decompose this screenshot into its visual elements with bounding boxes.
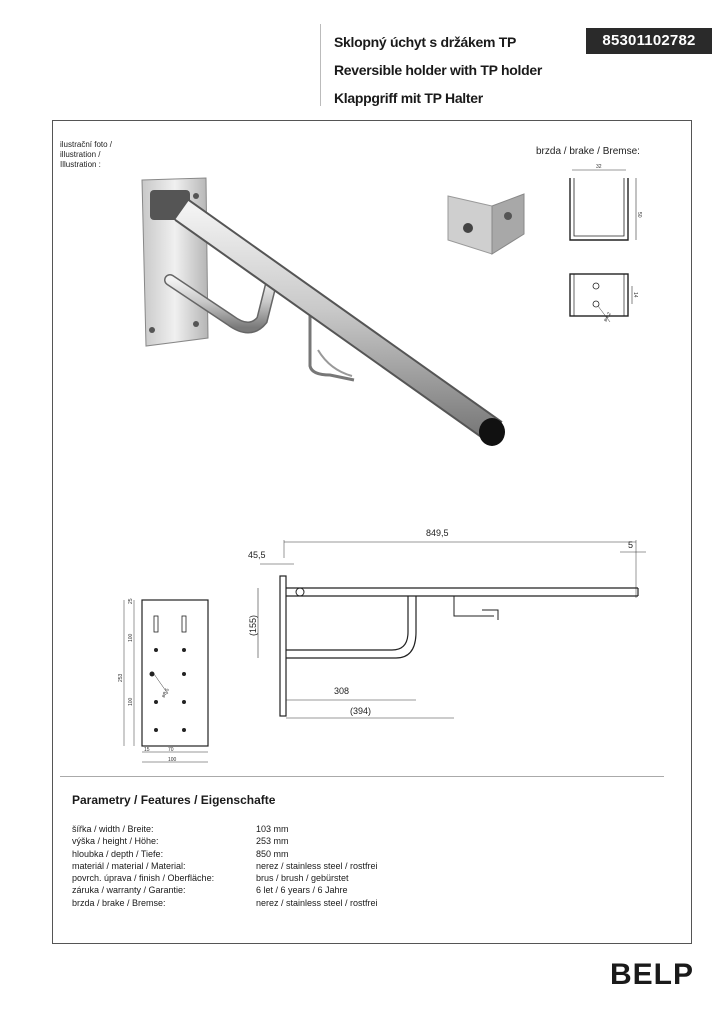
plate-total-dim: 253	[118, 673, 124, 682]
plate-hole-dim: ø8,5	[160, 687, 171, 699]
plate-lower-dim: 100	[128, 697, 134, 706]
brake-photo	[440, 188, 530, 260]
param-row: šířka / width / Breite: 103 mm	[72, 824, 289, 834]
tip-dim: 5	[628, 540, 634, 550]
plate-upper-dim: 100	[128, 633, 134, 642]
brake-side-drawing	[556, 264, 652, 328]
param-row: materiál / material / Material: nerez / stainless steel / rostfrei	[72, 860, 378, 871]
illustration-label: ilustrační foto / illustration / Illustration :	[60, 140, 113, 169]
brake-height-dim: 50	[636, 212, 642, 218]
brake-hole-offset-dim: 14	[632, 292, 638, 298]
brake-width-dim: 32	[596, 164, 602, 170]
param-row: záruka / warranty / Garantie: 6 let / 6 years / 6 Jahre	[72, 885, 348, 896]
plate-drawing	[104, 590, 224, 770]
title-english: Reversible holder with TP holder	[334, 62, 542, 78]
plate-width-dim: 100	[168, 757, 177, 763]
total-length-dim: 849,5	[426, 528, 449, 538]
plate-bottom-mid-dim: 70	[168, 747, 174, 753]
params-table	[72, 823, 378, 909]
brake-label: brzda / brake / Bremse:	[536, 146, 640, 157]
arm-dim: 308	[334, 686, 350, 696]
product-code: 85301102782	[586, 28, 712, 54]
param-row: povrch. úprava / finish / Oberfläche: brus / brush / gebürstet	[72, 873, 349, 884]
side-drawing	[236, 520, 666, 730]
params-title: Parametry / Features / Eigenschafte	[72, 793, 276, 807]
height-dim: (155)	[248, 614, 258, 636]
brake-hole-dia-dim: ø4,2	[602, 311, 613, 323]
plate-top-dim: 25	[128, 598, 134, 604]
param-row: hloubka / depth / Tiefe: 850 mm	[72, 848, 289, 859]
plate-bottom-left-dim: 15	[144, 747, 150, 753]
title-german: Klappgriff mit TP Halter	[334, 90, 483, 106]
brand-logo: BELP	[610, 958, 695, 991]
depth-dim: (394)	[350, 706, 372, 716]
param-row: výška / height / Höhe: 253 mm	[72, 836, 289, 847]
title-czech: Sklopný úchyt s držákem TP	[334, 34, 517, 50]
product-titles	[334, 28, 542, 112]
param-row: brzda / brake / Bremse: nerez / stainless steel / rostfrei	[72, 897, 378, 908]
section-divider	[60, 776, 664, 777]
wall-offset-dim: 45,5	[248, 550, 266, 560]
header-divider	[320, 24, 321, 106]
brake-front-drawing	[556, 160, 646, 244]
